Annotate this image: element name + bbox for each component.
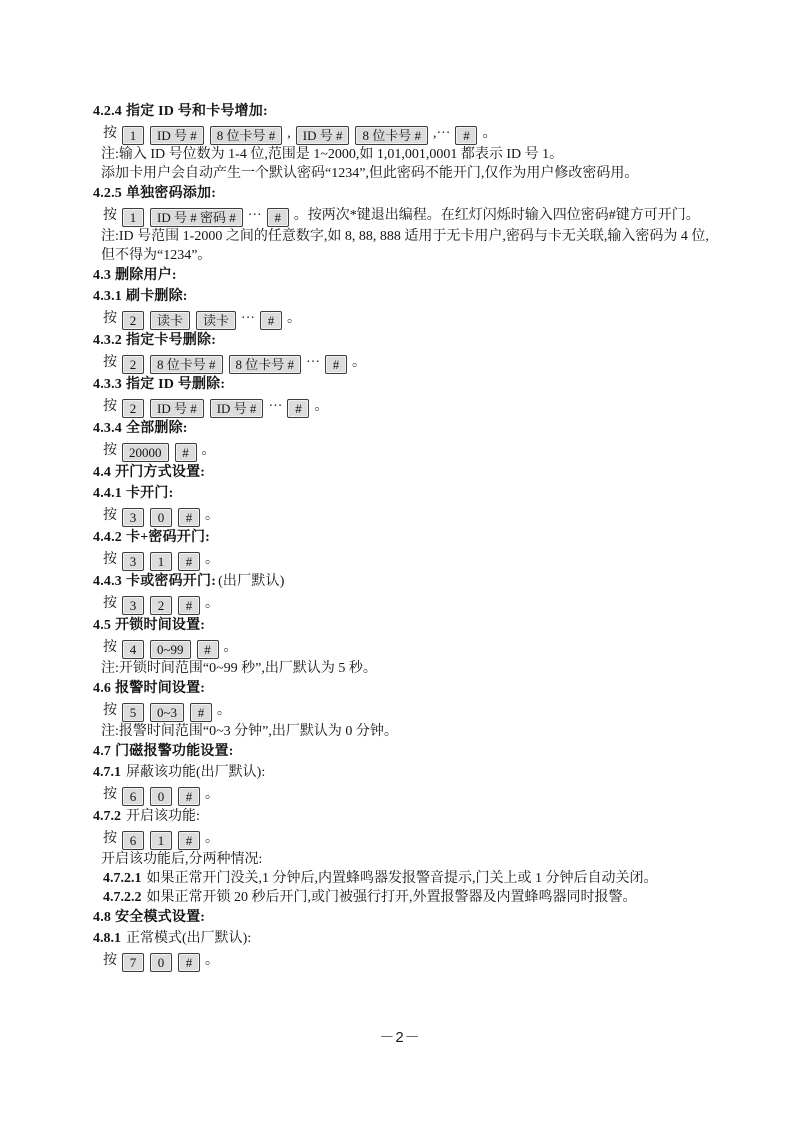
key-button: #	[178, 508, 200, 527]
section-heading	[93, 483, 722, 504]
key-button: 1	[150, 831, 172, 850]
section-heading	[93, 418, 722, 439]
key-button: 2	[122, 355, 144, 374]
section-title: 全部删除:	[126, 421, 188, 436]
section-number: 4.7.2	[93, 809, 121, 824]
key-button: #	[178, 552, 200, 571]
key-separator: 按	[103, 399, 117, 414]
section-title: 安全模式设置:	[115, 910, 206, 925]
document-body	[93, 101, 722, 972]
key-button: 2	[122, 311, 144, 330]
key-separator: 。	[205, 552, 219, 567]
key-button: 0~3	[150, 703, 184, 722]
key-separator: 按	[103, 831, 117, 846]
key-sequence-line	[93, 351, 722, 374]
key-separator: 。	[205, 953, 219, 968]
key-button: 8 位卡号 #	[210, 126, 283, 145]
key-sequence-line	[93, 122, 722, 145]
key-separator: 。	[205, 787, 219, 802]
key-separator: 。	[205, 831, 219, 846]
key-button: 3	[122, 552, 144, 571]
key-button: #	[455, 126, 477, 145]
section-number: 4.3	[93, 268, 112, 283]
section-number: 4.3.4	[93, 421, 122, 436]
section-number: 4.4.1	[93, 486, 122, 501]
key-sequence-line	[93, 636, 722, 659]
key-separator: ···	[241, 311, 256, 326]
section-title: 卡+密码开门:	[126, 530, 211, 545]
note-line: 注:输入 ID 号位数为 1-4 位,范围是 1~2000,如 1,01,001,0001 都表示 ID 号 1。	[101, 147, 564, 162]
section-title: 卡或密码开门:	[126, 574, 217, 589]
section-number: 4.7.1	[93, 765, 121, 780]
key-button: #	[197, 640, 219, 659]
section-title: 单独密码添加:	[126, 186, 217, 201]
key-sequence-line	[93, 592, 722, 615]
key-button: ID 号 #	[210, 399, 264, 418]
section-heading	[93, 527, 722, 548]
section-title: 开启该功能:	[126, 809, 200, 824]
section-title: 正常模式(出厂默认):	[126, 931, 252, 946]
key-button: 2	[122, 399, 144, 418]
section-number: 4.8.1	[93, 931, 121, 946]
key-separator: 。	[223, 640, 238, 655]
key-separator: 按	[103, 640, 117, 655]
key-button: 3	[122, 508, 144, 527]
key-separator: 按	[103, 311, 117, 326]
key-separator: ,	[287, 126, 291, 141]
key-sequence-line	[93, 395, 722, 418]
key-button: #	[260, 311, 282, 330]
key-separator: 按	[103, 552, 117, 567]
section-title: 报警时间设置:	[115, 681, 206, 696]
key-button: #	[178, 831, 200, 850]
section-number: 4.2.4	[93, 104, 122, 119]
key-separator: ···	[247, 208, 262, 223]
key-separator: ···	[306, 355, 321, 370]
key-button: 0	[150, 953, 172, 972]
key-button: 0~99	[150, 640, 191, 659]
key-button: #	[178, 953, 200, 972]
key-button: 8 位卡号 #	[355, 126, 428, 145]
section-title: 刷卡删除:	[126, 289, 188, 304]
key-sequence-line	[93, 439, 722, 462]
key-button: 8 位卡号 #	[229, 355, 302, 374]
section-heading	[93, 374, 722, 395]
note-line: 注:开锁时间范围“0~99 秒”,出厂默认为 5 秒。	[101, 661, 377, 676]
key-button: 0	[150, 508, 172, 527]
key-separator: 。	[205, 596, 219, 611]
key-button: ID 号 #	[296, 126, 350, 145]
key-button: 0	[150, 787, 172, 806]
key-button: #	[190, 703, 212, 722]
section-heading	[93, 286, 722, 307]
key-button: 4	[122, 640, 144, 659]
section-title: 卡开门:	[126, 486, 174, 501]
note-line: 添加卡用户会自动产生一个默认密码“1234”,但此密码不能开门,仅作为用户修改密码用。	[101, 166, 639, 181]
note-line: 注:报警时间范围“0~3 分钟”,出厂默认为 0 分钟。	[101, 724, 398, 739]
key-sequence-line	[93, 204, 722, 227]
key-button: 1	[122, 126, 144, 145]
sub-item-text: 如果正常开锁 20 秒后开门,或门被强行打开,外置报警器及内置蜂鸣器同时报警。	[146, 890, 637, 905]
key-separator: 按	[103, 355, 117, 370]
key-separator: 。	[217, 703, 232, 718]
key-sequence-line	[93, 827, 722, 850]
key-button: ID 号 # 密码 #	[150, 208, 243, 227]
key-button: ID 号 #	[150, 126, 204, 145]
page-number: －2－	[379, 1029, 421, 1046]
section-heading	[93, 741, 722, 762]
section-heading	[93, 265, 722, 286]
section-heading	[93, 101, 722, 122]
section-heading	[93, 462, 722, 483]
key-button: #	[287, 399, 309, 418]
section-title: 指定 ID 号删除:	[126, 377, 226, 392]
section-number: 4.4	[93, 465, 112, 480]
section-title: 开门方式设置:	[115, 465, 206, 480]
key-separator: 。	[205, 508, 219, 523]
key-button: 7	[122, 953, 144, 972]
key-button: #	[175, 443, 197, 462]
sub-item-text: 如果正常开门没关,1 分钟后,内置蜂鸣器发报警音提示,门关上或 1 分钟后自动关闭。	[146, 871, 658, 886]
key-separator: 。	[287, 311, 302, 326]
key-sequence-line	[93, 699, 722, 722]
section-heading	[93, 183, 722, 204]
section-suffix: (出厂默认)	[218, 574, 285, 589]
key-sequence-line	[93, 949, 722, 972]
key-separator: 按	[103, 953, 117, 968]
key-button: 20000	[122, 443, 169, 462]
key-separator: 按	[103, 443, 117, 458]
key-separator: 按	[103, 787, 117, 802]
key-button: #	[178, 596, 200, 615]
sub-item-number: 4.7.2.1	[103, 871, 142, 886]
key-separator: 按	[103, 208, 117, 223]
key-button: 6	[122, 831, 144, 850]
key-sequence-line	[93, 504, 722, 527]
key-button: #	[178, 787, 200, 806]
section-title: 指定卡号删除:	[126, 333, 217, 348]
key-button: 2	[150, 596, 172, 615]
key-separator: 按	[103, 126, 117, 141]
key-button: 3	[122, 596, 144, 615]
section-title: 指定 ID 号和卡号增加:	[126, 104, 268, 119]
key-button: 8 位卡号 #	[150, 355, 223, 374]
key-separator: 按	[103, 596, 117, 611]
section-title: 删除用户:	[115, 268, 177, 283]
sub-item-number: 4.7.2.2	[103, 890, 142, 905]
note-line: 开启该功能后,分两种情况:	[101, 852, 263, 867]
section-heading	[93, 678, 722, 699]
key-separator: 。	[352, 355, 367, 370]
key-sequence-line	[93, 548, 722, 571]
key-button: 读卡	[196, 311, 236, 330]
key-separator: 。	[482, 126, 497, 141]
section-title: 开锁时间设置:	[115, 618, 206, 633]
section-number: 4.7	[93, 744, 112, 759]
section-number: 4.3.1	[93, 289, 122, 304]
key-button: 1	[150, 552, 172, 571]
key-button: #	[267, 208, 289, 227]
key-separator: 。	[201, 443, 216, 458]
key-separator: 。	[314, 399, 329, 414]
sub-item	[93, 888, 722, 907]
section-number: 4.3.3	[93, 377, 122, 392]
section-number: 4.8	[93, 910, 112, 925]
key-separator: 按	[103, 508, 117, 523]
key-separator: ,···	[432, 126, 451, 141]
section-number: 4.4.2	[93, 530, 122, 545]
section-heading	[93, 928, 722, 949]
section-heading	[93, 330, 722, 351]
section-number: 4.5	[93, 618, 112, 633]
sub-item	[93, 869, 722, 888]
key-button: 读卡	[150, 311, 190, 330]
section-title: 门磁报警功能设置:	[115, 744, 234, 759]
section-number: 4.3.2	[93, 333, 122, 348]
key-separator: 。按两次*键退出编程。在红灯闪烁时输入四位密码#键方可开门。	[293, 208, 700, 223]
section-number: 4.4.3	[93, 574, 122, 589]
section-title: 屏蔽该功能(出厂默认):	[126, 765, 266, 780]
key-button: 5	[122, 703, 144, 722]
section-heading	[93, 907, 722, 928]
key-button: 6	[122, 787, 144, 806]
section-number: 4.6	[93, 681, 112, 696]
key-sequence-line	[93, 783, 722, 806]
section-heading	[93, 806, 722, 827]
section-heading	[93, 762, 722, 783]
section-heading	[93, 571, 722, 592]
section-number: 4.2.5	[93, 186, 122, 201]
key-button: ID 号 #	[150, 399, 204, 418]
key-sequence-line	[93, 307, 722, 330]
key-separator: 按	[103, 703, 117, 718]
note-line: 注:ID 号范围 1-2000 之间的任意数字,如 8, 88, 888 适用于无卡用户,密码与卡无关联,输入密码为 4 位,但不得为“1234”。	[101, 229, 709, 263]
key-separator: ···	[268, 399, 283, 414]
section-heading	[93, 615, 722, 636]
key-button: 1	[122, 208, 144, 227]
key-button: #	[325, 355, 347, 374]
